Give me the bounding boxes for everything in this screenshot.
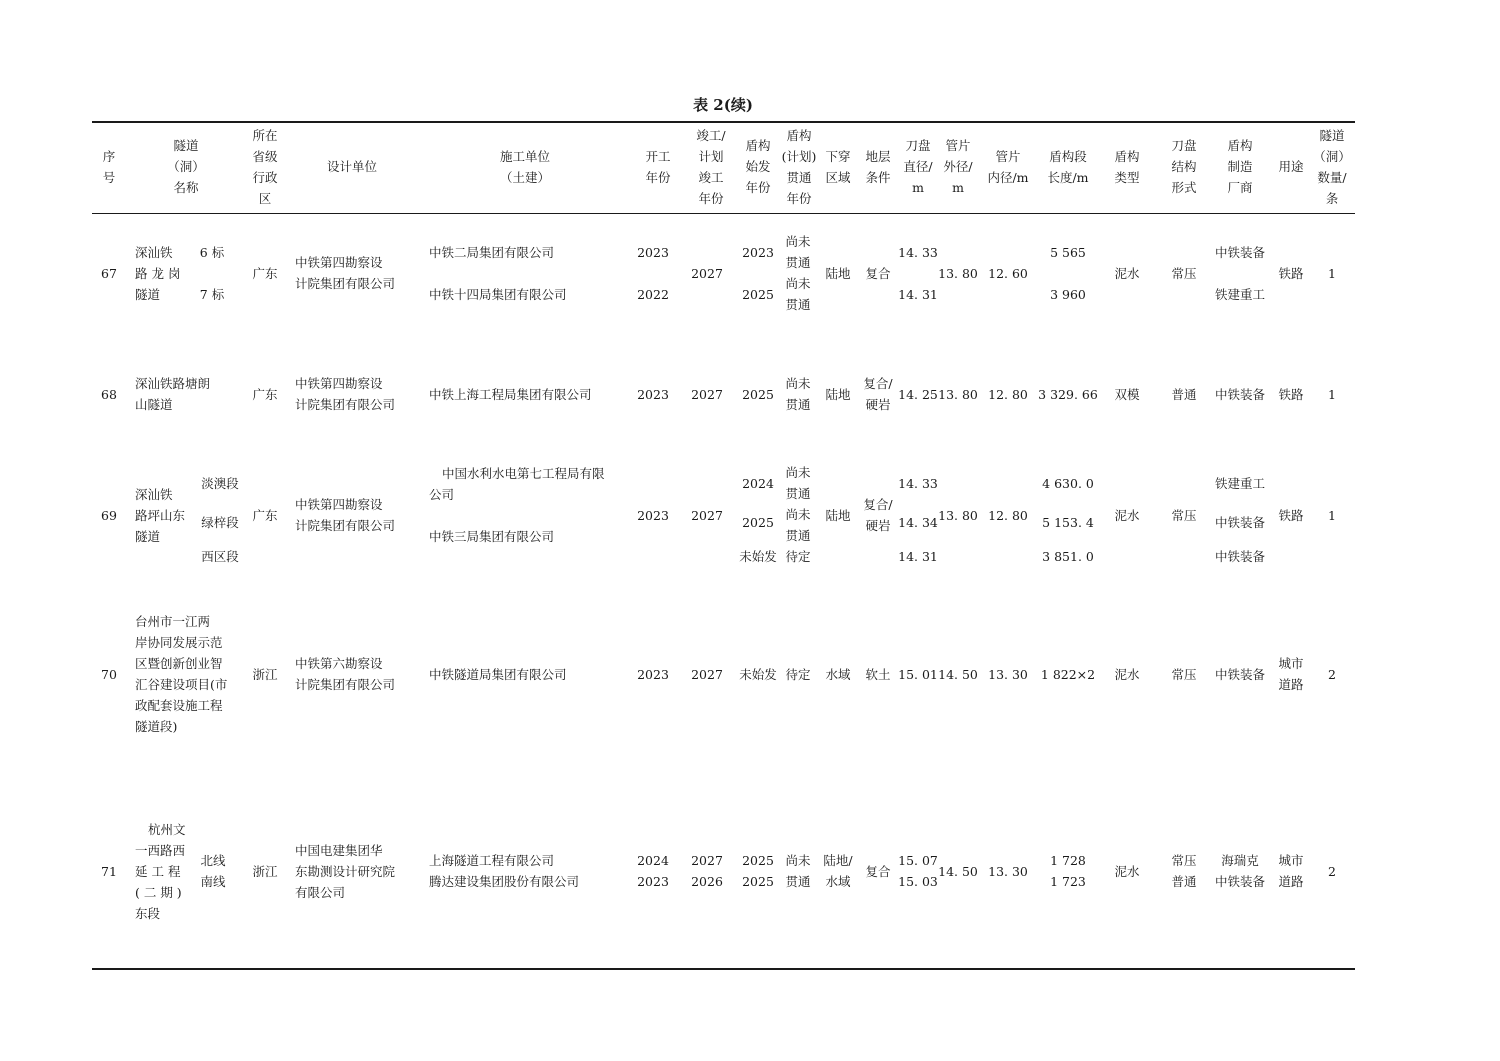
header-length: 盾构段 长度/m bbox=[1047, 149, 1089, 185]
cell-cutter-diameter: 14. 33 bbox=[898, 476, 938, 491]
cell-province: 广东 bbox=[252, 387, 278, 402]
cell-length: 4 630. 0 bbox=[1042, 476, 1094, 491]
cell-length: 1 822×2 bbox=[1040, 667, 1096, 682]
cell-strata: 复合 bbox=[865, 266, 891, 281]
cell-start-year: 2023 bbox=[637, 508, 669, 523]
cell-through-year: 待定 bbox=[785, 667, 811, 682]
cell-count: 1 bbox=[1328, 266, 1336, 281]
header-count: 隧道 （洞） 数量/ 条 bbox=[1313, 128, 1351, 206]
cell-section: 北线 bbox=[200, 853, 226, 868]
cell-count: 2 bbox=[1328, 667, 1336, 682]
cell-cutter-diameter: 14. 25 bbox=[898, 387, 938, 402]
cell-launch-year: 2024 bbox=[742, 476, 774, 491]
cell-designer: 中铁第四勘察设 计院集团有限公司 bbox=[295, 376, 396, 412]
cell-builder: 中国水利水电第七工程局有限 公司 bbox=[429, 466, 605, 502]
cell-launch-year: 2025 bbox=[742, 387, 774, 402]
cell-launch-year: 2025 bbox=[742, 287, 774, 302]
cell-launch-year: 2025 bbox=[742, 853, 774, 868]
cell-maker: 中铁装备 bbox=[1214, 549, 1266, 564]
cell-cutter-structure: 常压 bbox=[1171, 508, 1197, 523]
cell-launch-year: 未始发 bbox=[739, 549, 777, 564]
cell-start-year: 2023 bbox=[637, 667, 669, 682]
cell-start-year: 2024 bbox=[637, 853, 669, 868]
header-shield-type: 盾构 类型 bbox=[1114, 149, 1140, 185]
cell-cutter-diameter: 14. 33 bbox=[898, 245, 938, 260]
cell-cutter-structure: 普通 bbox=[1171, 387, 1197, 402]
cell-segment-inner: 12. 60 bbox=[988, 266, 1028, 281]
cell-tunnel-name: 深汕铁 路坪山东 隧道 bbox=[135, 487, 186, 544]
cell-usage: 铁路 bbox=[1278, 387, 1304, 402]
cell-cutter-diameter: 14. 31 bbox=[898, 549, 938, 564]
cell-through-year: 尚未 贯通 尚未 贯通 待定 bbox=[785, 465, 811, 564]
header-seq: 序 号 bbox=[102, 149, 116, 185]
cell-strata: 复合 bbox=[865, 864, 891, 879]
header-start-year: 开工 年份 bbox=[645, 149, 671, 185]
cell-builder: 中铁隧道局集团有限公司 bbox=[429, 667, 567, 682]
cell-shield-type: 泥水 bbox=[1114, 864, 1140, 879]
cell-segment-inner: 13. 30 bbox=[988, 864, 1028, 879]
cell-builder: 中铁十四局集团有限公司 bbox=[429, 287, 567, 302]
cell-finish-year: 2027 bbox=[691, 667, 723, 682]
cell-segment-outer: 13. 80 bbox=[938, 508, 978, 523]
cell-tunnel-name: 深汕铁 路 龙 岗 隧道 bbox=[135, 245, 181, 302]
cell-crossing: 陆地 bbox=[825, 387, 851, 402]
cell-segment-outer: 13. 80 bbox=[938, 387, 978, 402]
cell-seq: 71 bbox=[101, 864, 117, 879]
header-builder: 施工单位 （土建） bbox=[499, 149, 551, 185]
cell-builder: 上海隧道工程有限公司 bbox=[429, 853, 555, 868]
header-name: 隧道 （洞） 名称 bbox=[167, 138, 205, 195]
cell-section: 绿梓段 bbox=[201, 515, 239, 530]
cell-builder: 腾达建设集团股份有限公司 bbox=[429, 874, 580, 889]
cell-designer: 中铁第四勘察设 计院集团有限公司 bbox=[295, 255, 396, 291]
cell-builder: 中铁三局集团有限公司 bbox=[429, 529, 555, 544]
cell-count: 1 bbox=[1328, 387, 1336, 402]
cell-usage: 城市 道路 bbox=[1278, 853, 1304, 889]
cell-designer: 中铁第四勘察设 计院集团有限公司 bbox=[295, 497, 396, 533]
cell-crossing: 水域 bbox=[825, 667, 851, 682]
cell-start-year: 2023 bbox=[637, 245, 669, 260]
cell-crossing: 陆地 bbox=[825, 266, 851, 281]
cell-section: 淡澳段 bbox=[201, 476, 239, 491]
header-cutter-diameter: 刀盘 直径/ m bbox=[903, 138, 933, 195]
cell-maker: 中铁装备 bbox=[1214, 667, 1266, 682]
cell-shield-type: 泥水 bbox=[1114, 508, 1140, 523]
cell-cutter-structure: 常压 普通 bbox=[1171, 853, 1197, 889]
cell-section: 7 标 bbox=[199, 287, 225, 302]
cell-designer: 中铁第六勘察设 计院集团有限公司 bbox=[295, 656, 396, 692]
header-usage: 用途 bbox=[1278, 159, 1304, 174]
cell-through-year: 尚未 贯通 bbox=[785, 853, 811, 889]
cell-finish-year: 2027 bbox=[691, 853, 723, 868]
table-title: 表 2(续) bbox=[693, 96, 753, 114]
cell-start-year: 2023 bbox=[637, 387, 669, 402]
cell-launch-year: 未始发 bbox=[739, 667, 777, 682]
table-bottom-rule bbox=[92, 968, 1355, 970]
header-crossing: 下穿 区域 bbox=[825, 149, 851, 185]
cell-strata: 软土 bbox=[865, 667, 891, 682]
cell-shield-type: 泥水 bbox=[1114, 667, 1140, 682]
cell-start-year: 2022 bbox=[637, 287, 669, 302]
header-province: 所在 省级 行政 区 bbox=[252, 128, 278, 206]
cell-builder: 中铁二局集团有限公司 bbox=[429, 245, 555, 260]
cell-maker: 中铁装备 bbox=[1214, 515, 1266, 530]
cell-maker: 中铁装备 bbox=[1214, 387, 1266, 402]
cell-province: 浙江 bbox=[252, 667, 278, 682]
cell-section: 西区段 bbox=[201, 549, 239, 564]
cell-through-year: 尚未 贯通 尚未 贯通 bbox=[785, 234, 811, 312]
cell-section: 南线 bbox=[200, 874, 226, 889]
cell-province: 广东 bbox=[252, 266, 278, 281]
cell-maker: 海瑞克 中铁装备 bbox=[1214, 853, 1266, 889]
header-maker: 盾构 制造 厂商 bbox=[1227, 138, 1253, 195]
cell-province: 浙江 bbox=[252, 864, 278, 879]
cell-usage: 铁路 bbox=[1278, 508, 1304, 523]
cell-cutter-diameter: 15. 07 bbox=[898, 853, 938, 868]
cell-finish-year: 2027 bbox=[691, 266, 723, 281]
cell-seq: 68 bbox=[101, 387, 117, 402]
header-bottom-rule bbox=[92, 213, 1355, 214]
cell-start-year: 2023 bbox=[637, 874, 669, 889]
cell-shield-type: 双模 bbox=[1114, 387, 1140, 402]
cell-seq: 70 bbox=[101, 667, 117, 682]
cell-cutter-diameter: 15. 03 bbox=[898, 874, 938, 889]
header-segment-inner: 管片 内径/m bbox=[987, 149, 1029, 185]
cell-usage: 城市 道路 bbox=[1278, 656, 1304, 692]
cell-length: 1 723 bbox=[1050, 874, 1086, 889]
cell-tunnel-name: 台州市一江两 岸协同发展示范 区暨创新创业智 汇谷建设项目(市 政配套设施工程 隧道段) bbox=[135, 614, 228, 734]
cell-count: 2 bbox=[1328, 864, 1336, 879]
cell-launch-year: 2023 bbox=[742, 245, 774, 260]
cell-segment-inner: 12. 80 bbox=[988, 508, 1028, 523]
cell-strata: 复合/ 硬岩 bbox=[863, 376, 893, 412]
cell-finish-year: 2027 bbox=[691, 508, 723, 523]
header-designer: 设计单位 bbox=[326, 159, 378, 174]
cell-length: 3 851. 0 bbox=[1042, 549, 1094, 564]
header-finish-year: 竣工/ 计划 竣工 年份 bbox=[696, 128, 726, 206]
cell-shield-type: 泥水 bbox=[1114, 266, 1140, 281]
cell-builder: 中铁上海工程局集团有限公司 bbox=[429, 387, 592, 402]
cell-segment-outer: 14. 50 bbox=[938, 864, 978, 879]
cell-section: 6 标 bbox=[199, 245, 225, 260]
header-launch-year: 盾构 始发 年份 bbox=[745, 138, 771, 195]
cell-cutter-structure: 常压 bbox=[1171, 266, 1197, 281]
cell-maker: 铁建重工 bbox=[1214, 287, 1266, 302]
cell-segment-inner: 12. 80 bbox=[988, 387, 1028, 402]
cell-segment-inner: 13. 30 bbox=[988, 667, 1028, 682]
cell-strata: 复合/ 硬岩 bbox=[863, 497, 893, 533]
cell-cutter-structure: 常压 bbox=[1171, 667, 1197, 682]
cell-cutter-diameter: 14. 31 bbox=[898, 287, 938, 302]
cell-length: 5 565 bbox=[1050, 245, 1086, 260]
cell-launch-year: 2025 bbox=[742, 515, 774, 530]
cell-segment-outer: 13. 80 bbox=[938, 266, 978, 281]
cell-segment-outer: 14. 50 bbox=[938, 667, 978, 682]
cell-length: 1 728 bbox=[1050, 853, 1086, 868]
cell-crossing: 陆地 bbox=[825, 508, 851, 523]
cell-maker: 铁建重工 bbox=[1214, 476, 1266, 491]
cell-usage: 铁路 bbox=[1278, 266, 1304, 281]
header-segment-outer: 管片 外径/ m bbox=[943, 138, 973, 195]
cell-launch-year: 2025 bbox=[742, 874, 774, 889]
cell-crossing: 陆地/ 水域 bbox=[823, 853, 853, 889]
cell-seq: 69 bbox=[101, 508, 117, 523]
header-strata: 地层 条件 bbox=[865, 149, 891, 185]
cell-length: 5 153. 4 bbox=[1042, 515, 1094, 530]
cell-province: 广东 bbox=[252, 508, 278, 523]
header-through-year: 盾构 (计划) 贯通 年份 bbox=[781, 128, 817, 206]
cell-cutter-diameter: 15. 01 bbox=[898, 667, 938, 682]
table-top-rule bbox=[92, 121, 1355, 123]
cell-maker: 中铁装备 bbox=[1214, 245, 1266, 260]
cell-cutter-diameter: 14. 34 bbox=[898, 515, 938, 530]
cell-length: 3 960 bbox=[1050, 287, 1086, 302]
cell-through-year: 尚未 贯通 bbox=[785, 376, 811, 412]
cell-finish-year: 2027 bbox=[691, 387, 723, 402]
header-cutter-structure: 刀盘 结构 形式 bbox=[1171, 138, 1197, 195]
cell-designer: 中国电建集团华 东勘测设计研究院 有限公司 bbox=[295, 843, 396, 900]
cell-length: 3 329. 66 bbox=[1038, 387, 1098, 402]
cell-seq: 67 bbox=[101, 266, 117, 281]
cell-tunnel-name: 杭州文 一西路西 延 工 程 ( 二 期 ) 东段 bbox=[135, 822, 186, 921]
cell-finish-year: 2026 bbox=[691, 874, 723, 889]
cell-tunnel-name: 深汕铁路塘朗 山隧道 bbox=[135, 376, 211, 412]
cell-count: 1 bbox=[1328, 508, 1336, 523]
